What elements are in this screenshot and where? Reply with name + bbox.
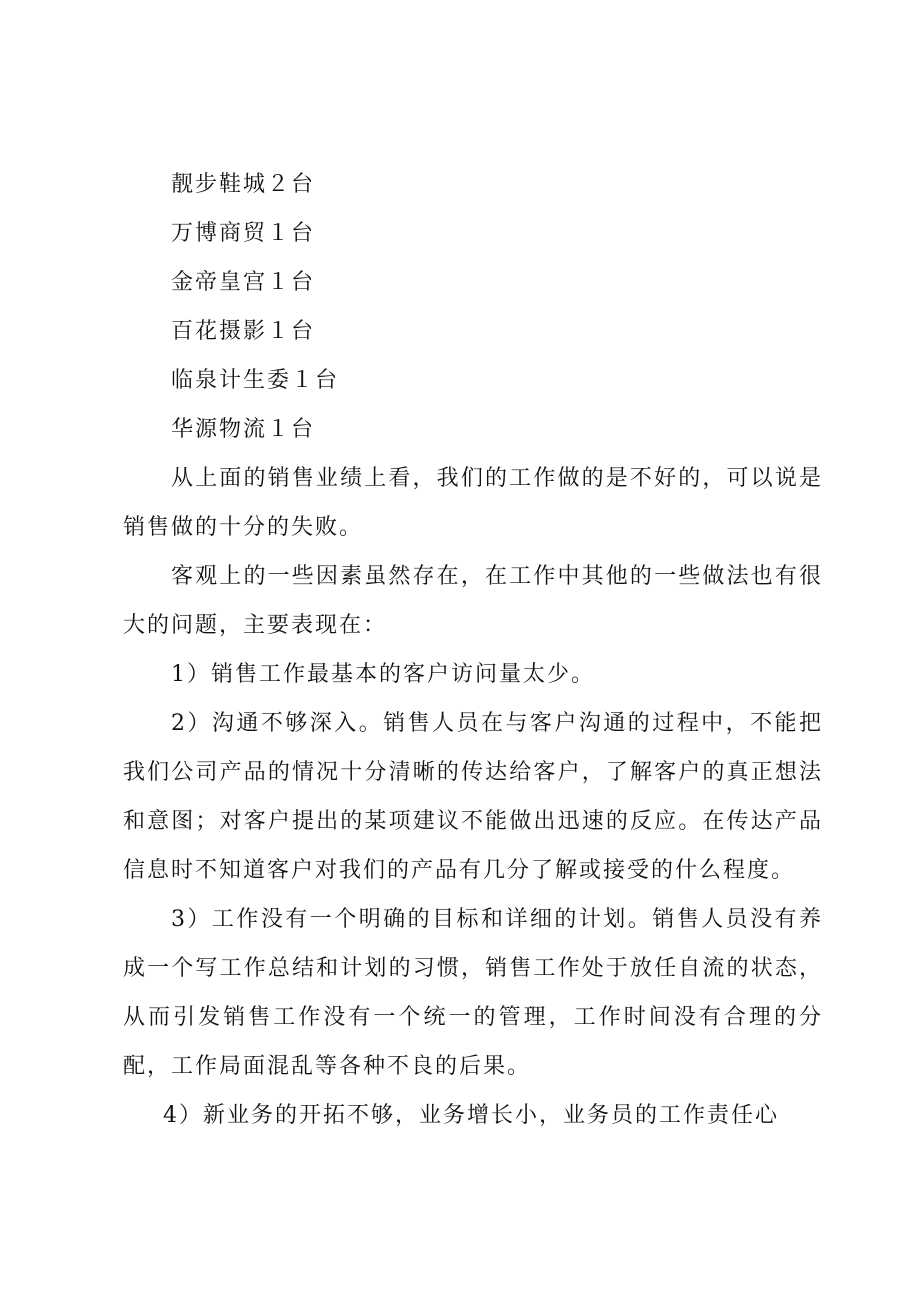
paragraph-problem-3: 3）工作没有一个明确的目标和详细的计划。销售人员没有养成一个写工作总结和计划的习惯，销售工作处于放任自流的状态，从而引发销售工作没有一个统一的管理，工作时间没有合理的分配，工作局面混乱等各种不良的后果。 <box>123 907 823 1079</box>
paragraph-problem-1: 1）销售工作最基本的客户访问量太少。 <box>171 662 595 687</box>
paragraph-problem-4: 4）新业务的开拓不够，业务增长小，业务员的工作责任心 <box>163 1103 779 1128</box>
paragraph-problem-2: 2）沟通不够深入。销售人员在与客户沟通的过程中，不能把我们公司产品的情况十分清晰的传达给客户，了解客户的真正想法和意图；对客户提出的某项建议不能做出迅速的反应。在传达产品信息时不知道客户对我们的产品有几分了解或接受的什么程度。 <box>123 711 823 883</box>
customer-item: 万博商贸１台 <box>171 221 316 246</box>
customer-item: 临泉计生委１台 <box>171 368 340 393</box>
paragraph-sales-summary: 从上面的销售业绩上看，我们的工作做的是不好的，可以说是销售做的十分的失败。 <box>123 466 823 540</box>
document-body <box>123 160 823 1140</box>
customer-item: 华源物流１台 <box>171 417 316 442</box>
customer-item: 金帝皇宫１台 <box>171 270 316 295</box>
customer-item: 靓步鞋城２台 <box>171 172 316 197</box>
customer-item: 百花摄影１台 <box>171 319 316 344</box>
paragraph-problems-intro: 客观上的一些因素虽然存在，在工作中其他的一些做法也有很大的问题，主要表现在： <box>123 564 823 638</box>
